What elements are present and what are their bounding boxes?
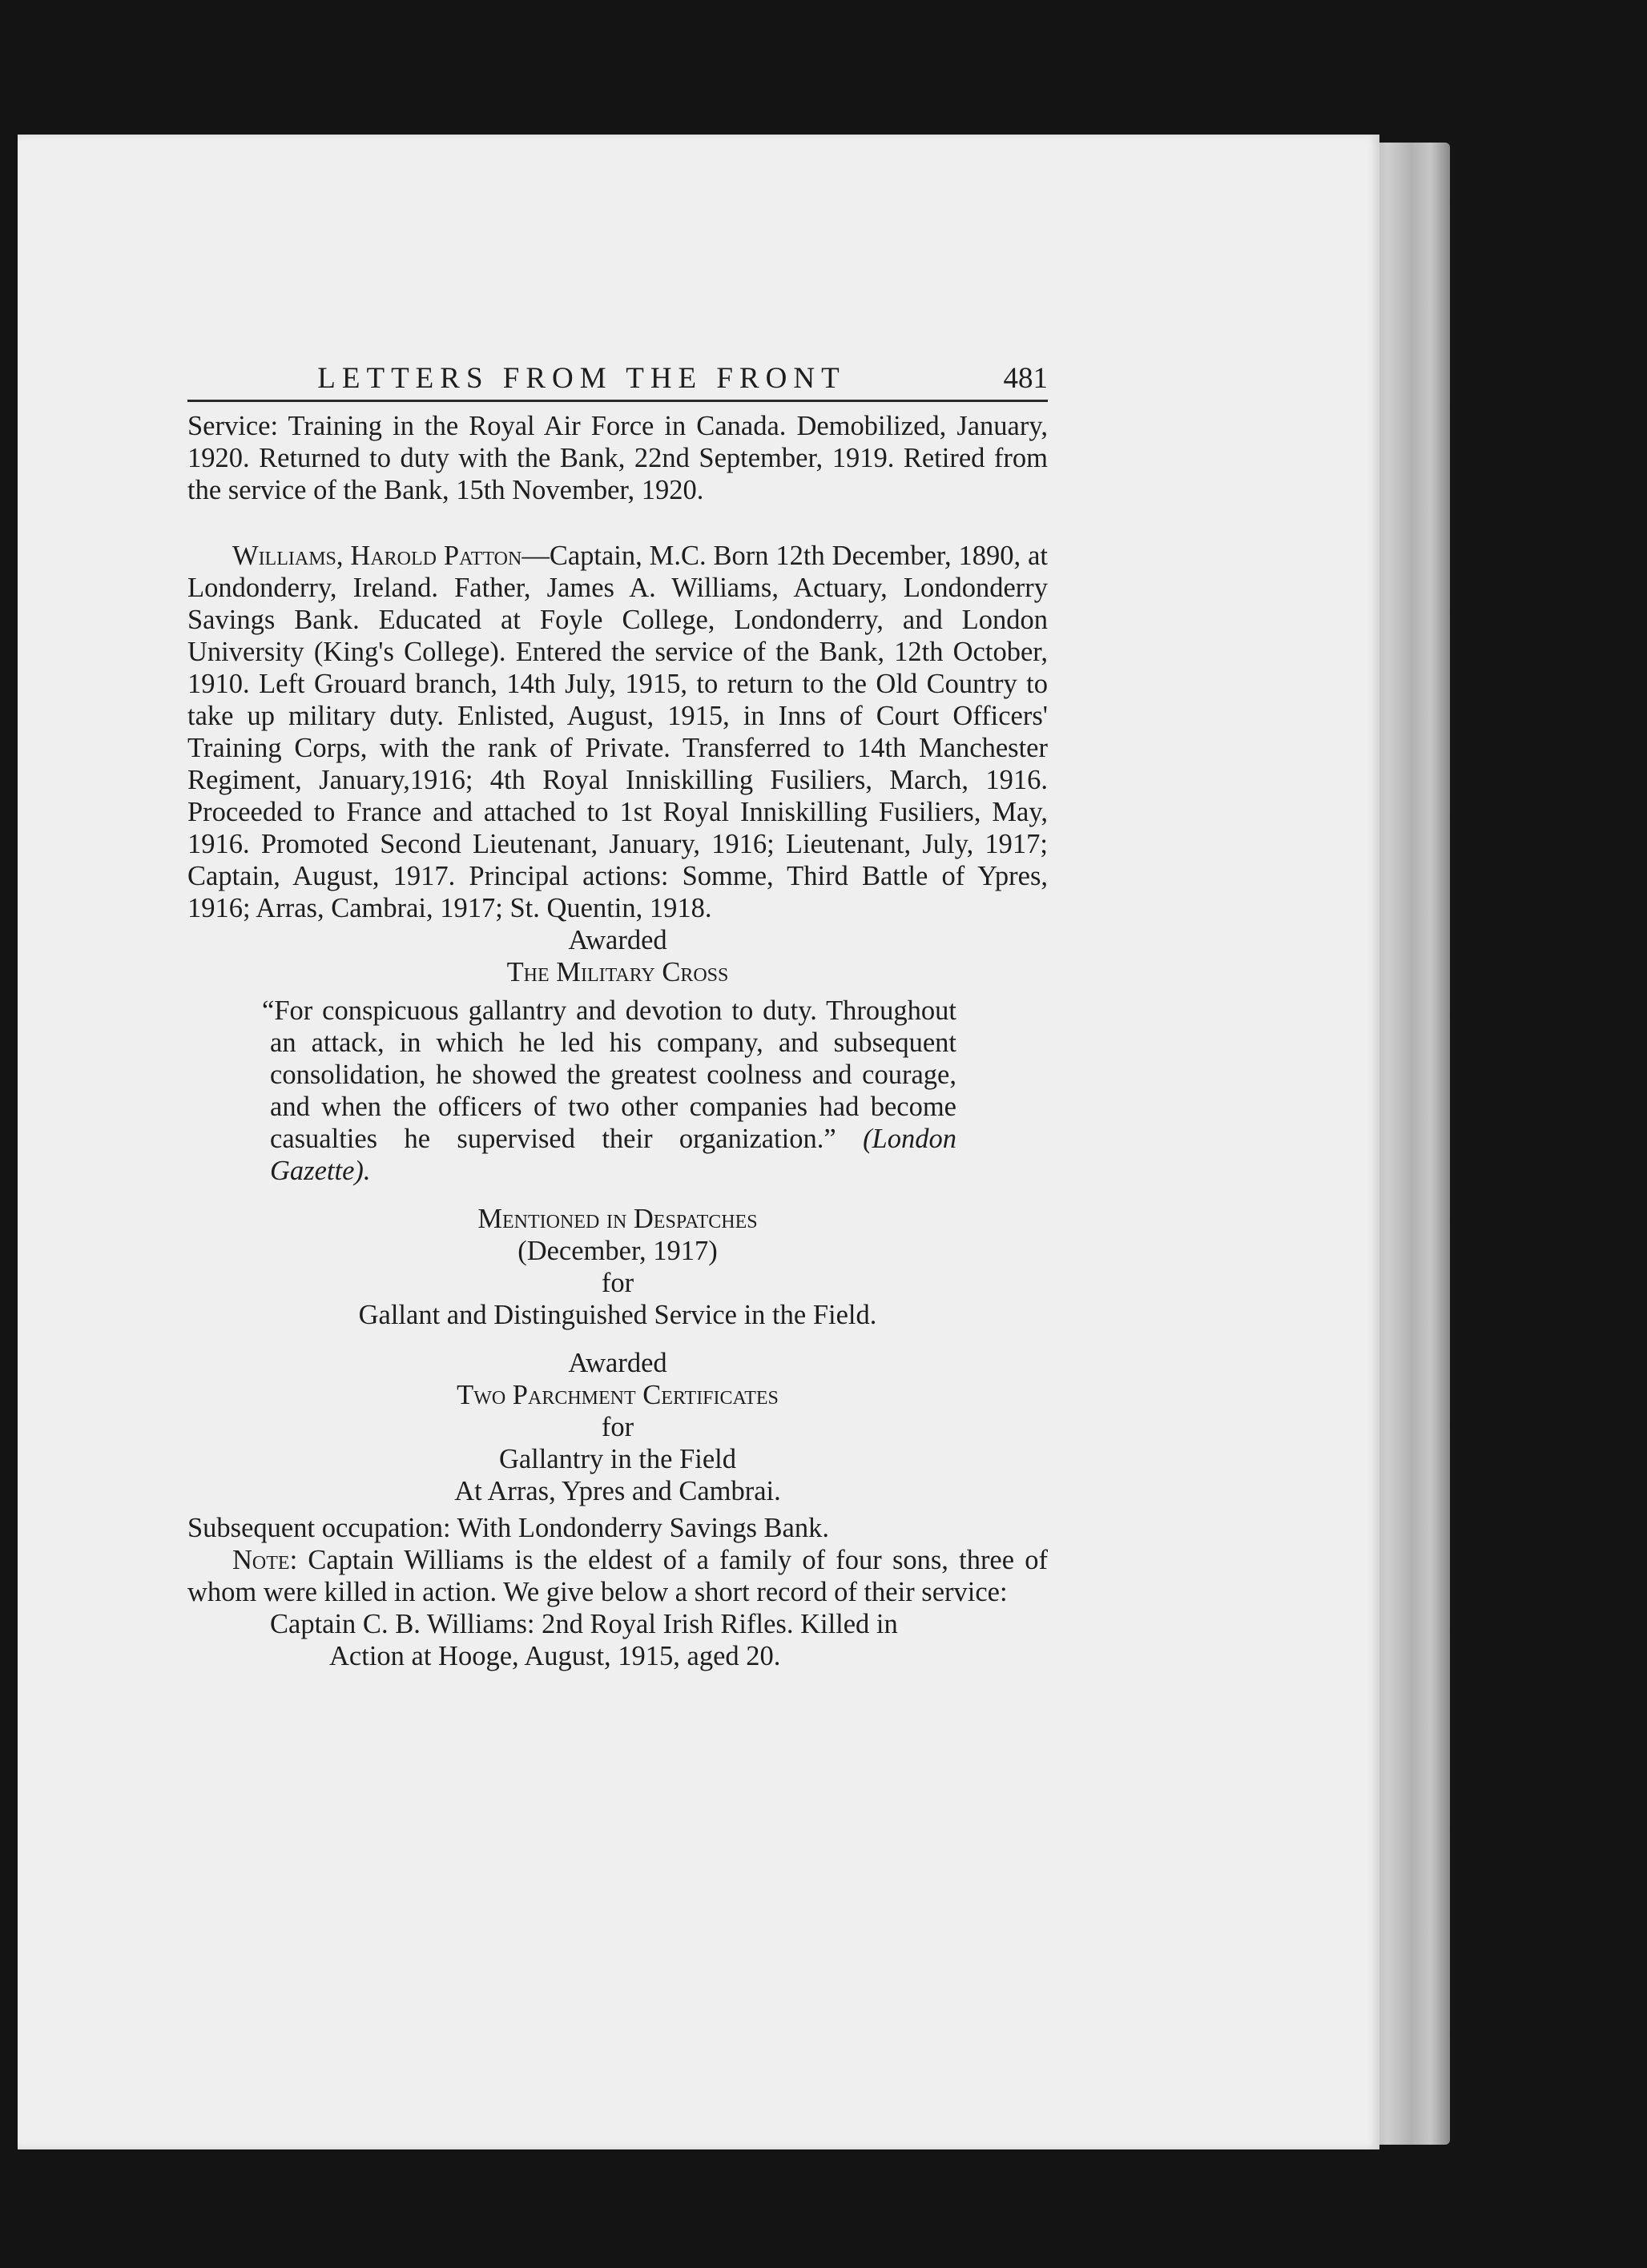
book-page [18,135,1379,2149]
citation-source: (London Gazette). [270,1124,956,1186]
citation-text [262,995,956,1187]
award-title: The Military Cross [506,957,729,987]
award2-title: Two Parchment Certificates [457,1380,779,1410]
entry-text: —Captain, M.C. Born 12th December, 1890, at Londonderry, Ireland. Father, James A. Williams, Actuary, Londonderry Savings Bank. Educated at Foyle College, Londonderry, and London University (King's College). Entered the service of the Bank, 12th October, 1910. Left Grouard branch, 14th July, 1915, to return to the Old Country to take up military duty. Enlisted, August, 1915, in Inns of Court Officers' Training Corps, with the rank of Private. Transferred to 14th Manchester Regiment, January,1916; 4th Royal Inniskilling Fusiliers, March, 1916. Proceeded to France and attached to 1st Royal Inniskilling Fusiliers, May, 1916. Promoted Second Lieutenant, January, 1916; Lieutenant, July, 1917; Captain, August, 1917. Principal actions: Somme, Third Battle of Ypres, 1916; Arras, Cambrai, 1917; St. Quentin, 1918. [187,541,1048,923]
despatches-for: for [601,1268,634,1298]
award2-places: At Arras, Ypres and Cambrai. [454,1476,781,1506]
despatches-heading: Mentioned in Despatches [477,1204,758,1234]
award-heading: Awarded [568,925,667,955]
page-number: 481 [1003,362,1048,395]
citation-quote [262,995,956,1187]
running-title: LETTERS FROM THE FRONT [317,362,846,395]
text-block [187,355,1048,1672]
brother-entry [270,1608,1048,1672]
brother-entry-line2: Action at Hooge, August, 1915, aged 20. [329,1641,781,1671]
despatches-date: (December, 1917) [517,1236,718,1266]
running-head [187,355,1048,402]
award2-reason: Gallantry in the Field [498,1444,737,1474]
despatches-reason: Gallant and Distinguished Service in the Field. [358,1300,877,1330]
paragraph-service: Service: Training in the Royal Air Force in Canada. Demobilized, January, 1920. Returned to duty with the Bank, 22nd September, 1919. Retired from the service of the Bank, 15th November, 1920. [187,411,1048,505]
paragraph-williams-biography [187,540,1048,924]
note-text: : Captain Williams is the eldest of a family of four sons, three of whom were killed in action. We give below a short record of their service: [187,1545,1048,1607]
note-label: Note [232,1545,290,1575]
subsequent-occupation: Subsequent occupation: With Londonderry Savings Bank. [187,1513,829,1543]
note-paragraph [187,1544,1048,1608]
citation-body: “For conspicuous gallantry and devotion to duty. Throughout an attack, in which he led his company, and subsequent consolidation, he showed the greatest coolness and courage, and when the officers of two other companies had become casualties he supervised their organization.” [262,995,956,1154]
brother-entry-line1: Captain C. B. Williams: 2nd Royal Irish Rifles. Killed in [270,1609,898,1639]
entry-name: Williams, Harold Patton [232,541,522,571]
award2-heading: Awarded [568,1348,667,1378]
award2-for: for [601,1412,634,1442]
